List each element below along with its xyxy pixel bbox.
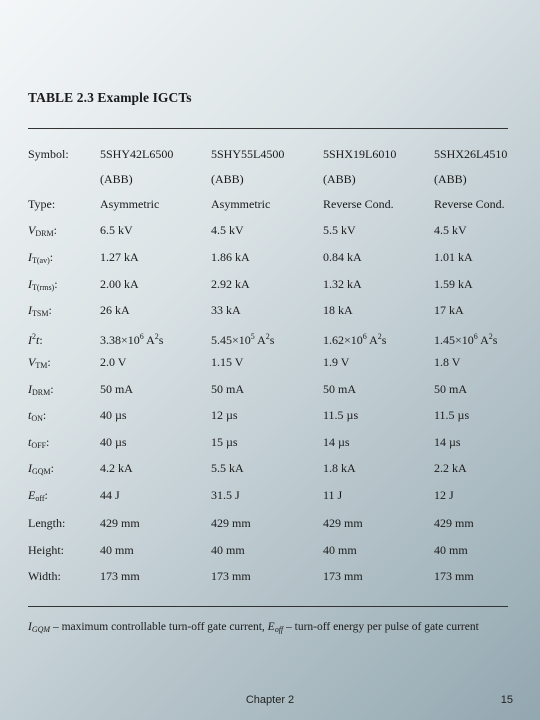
table-cell: 5.5 kA (211, 461, 244, 475)
table-cell: 5SHX19L6010 (323, 147, 397, 161)
cell-part-unit-sup: 2 (154, 332, 159, 341)
table-cell: 1.8 V (434, 355, 461, 369)
table-cell (211, 328, 274, 349)
cell-part-mant: 1.62×10 (323, 333, 363, 347)
table-row (0, 353, 540, 373)
table-cell: 4.5 kV (434, 223, 467, 237)
row-label-symbol: I (28, 333, 32, 347)
footnote-symbol-igqm-base: I (28, 621, 32, 633)
table-cell: 2.0 V (100, 355, 127, 369)
table-row (0, 433, 540, 453)
table-cell: 40 µs (100, 408, 127, 422)
table-row (0, 514, 540, 534)
row-label: Length: (28, 516, 66, 530)
row-label-symbol: V (28, 223, 36, 237)
cell-part-unit-tail: s (492, 333, 498, 347)
table-cell: 40 mm (323, 543, 357, 557)
table-cell (323, 328, 386, 349)
row-label-superscript: 2 (32, 332, 36, 341)
row-label-colon: : (39, 333, 43, 347)
table-cell: 2.92 kA (211, 277, 250, 291)
table-row (0, 221, 540, 241)
cell-part-unit-tail: s (158, 333, 164, 347)
footnote-symbol-eoff-base: E (267, 621, 275, 633)
table-cell: 4.5 kV (211, 223, 244, 237)
row-label (28, 301, 52, 323)
row-label-subscript: DRM (35, 229, 54, 238)
row-label (28, 328, 43, 349)
footer-chapter: Chapter 2 (245, 694, 295, 706)
row-label-symbol: t (28, 435, 32, 449)
cell-part-unit: A (254, 333, 266, 347)
row-label-colon: : (42, 408, 47, 422)
row-label-subscript: off (35, 494, 45, 503)
table-row (0, 567, 540, 587)
cell-part-mant: 3.38×10 (100, 333, 140, 347)
cell-part-unit-sup: 2 (377, 332, 382, 341)
row-label-colon: : (47, 355, 51, 369)
row-label (28, 221, 57, 243)
table-cell: 1.59 kA (434, 277, 473, 291)
table-cell: 11 J (323, 488, 343, 502)
table-cell: 173 mm (434, 569, 474, 583)
table-cell: 5SHY55L4500 (211, 147, 285, 161)
footnote-symbol-igqm-sub: GQM (31, 625, 51, 634)
row-label-symbol: I (28, 250, 32, 264)
table-cell: 1.27 kA (100, 250, 139, 264)
footnote-symbol-igqm (28, 621, 50, 633)
row-label (28, 248, 53, 270)
table-cell: 1.32 kA (323, 277, 362, 291)
row-label-symbol: I (28, 277, 32, 291)
table-row (0, 541, 540, 561)
table-cell: 11.5 µs (434, 408, 470, 422)
table-cell: 4.2 kA (100, 461, 133, 475)
table-cell: 14 µs (323, 435, 350, 449)
cell-part-exp: 6 (362, 332, 367, 341)
row-label-colon: : (49, 250, 54, 264)
row-label (28, 486, 48, 508)
row-label (28, 380, 54, 402)
table-cell: Reverse Cond. (434, 197, 505, 211)
table-cell: 40 µs (100, 435, 127, 449)
table-cell: 1.15 V (211, 355, 244, 369)
row-label-subscript: DRM (32, 388, 51, 397)
table-cell: 1.8 kA (323, 461, 356, 475)
row-label-subscript: T(av) (32, 256, 50, 265)
table-cell: 17 kA (434, 303, 464, 317)
table-row (0, 170, 540, 190)
cell-part-unit: A (477, 333, 489, 347)
table-row (0, 195, 540, 215)
row-label-colon: : (44, 488, 48, 502)
table-cell: (ABB) (323, 172, 356, 186)
table-cell (100, 328, 163, 349)
cell-part-unit-sup: 2 (265, 332, 270, 341)
row-label-symbol-2: t (36, 333, 40, 347)
row-label-symbol: I (28, 461, 32, 475)
row-label-colon: : (53, 223, 57, 237)
table-cell: 50 mA (100, 382, 133, 396)
table-cell: (ABB) (434, 172, 467, 186)
cell-part-mant: 1.45×10 (434, 333, 474, 347)
table-row (0, 459, 540, 479)
table-row (0, 486, 540, 506)
table-footnote (28, 621, 479, 634)
table-cell: 2.2 kA (434, 461, 467, 475)
table-cell: 1.01 kA (434, 250, 473, 264)
table-cell: 429 mm (323, 516, 363, 530)
table-row (0, 380, 540, 400)
row-label: Symbol: (28, 147, 69, 161)
row-label-subscript: T(rms) (32, 283, 55, 292)
table-cell: 40 mm (100, 543, 134, 557)
row-label-symbol: t (28, 408, 32, 422)
table-cell: 26 kA (100, 303, 130, 317)
table-cell: 5.5 kV (323, 223, 356, 237)
table-cell (434, 328, 497, 349)
table-cell: 40 mm (211, 543, 245, 557)
footnote-text-2: – turn-off energy per pulse of gate current (283, 621, 479, 633)
row-label (28, 459, 54, 481)
table-cell: 2.00 kA (100, 277, 139, 291)
table-cell: 40 mm (434, 543, 468, 557)
table-cell: Asymmetric (100, 197, 160, 211)
table-cell: Asymmetric (211, 197, 271, 211)
table-row (0, 145, 540, 165)
table-row (0, 275, 540, 295)
row-label (28, 433, 49, 455)
footnote-symbol-eoff-sub: off (274, 625, 284, 634)
row-label: Type: (28, 197, 56, 211)
row-label-symbol: I (28, 382, 32, 396)
row-label (28, 353, 51, 375)
cell-part-exp: 6 (139, 332, 144, 341)
table-cell: Reverse Cond. (323, 197, 394, 211)
table-cell: 173 mm (211, 569, 251, 583)
table-cell: 50 mA (211, 382, 244, 396)
table-cell: (ABB) (211, 172, 244, 186)
row-label-symbol: E (28, 488, 36, 502)
row-label-symbol: I (28, 303, 32, 317)
table-bottom-rule (28, 606, 508, 607)
row-label: Width: (28, 569, 61, 583)
table-cell: 50 mA (323, 382, 356, 396)
row-label-subscript: TSM (32, 309, 49, 318)
row-label-subscript: TM (35, 361, 48, 370)
table-cell: 5SHX26L4510 (434, 147, 508, 161)
table-row (0, 406, 540, 426)
table-cell: (ABB) (100, 172, 133, 186)
table-cell: 33 kA (211, 303, 241, 317)
table-cell: 1.9 V (323, 355, 350, 369)
row-label-colon: : (50, 461, 55, 475)
row-label-colon: : (50, 382, 54, 396)
table-cell: 12 µs (211, 408, 238, 422)
table-cell: 50 mA (434, 382, 467, 396)
cell-part-exp: 5 (250, 332, 255, 341)
row-label (28, 406, 46, 428)
table-cell: 5SHY42L6500 (100, 147, 174, 161)
table-cell: 173 mm (100, 569, 140, 583)
cell-part-unit: A (143, 333, 155, 347)
page-number: 15 (500, 694, 513, 706)
cell-part-unit: A (366, 333, 378, 347)
row-label-symbol: V (28, 355, 36, 369)
cell-part-unit-tail: s (269, 333, 275, 347)
table-cell: 44 J (100, 488, 120, 502)
table-cell: 12 J (434, 488, 454, 502)
row-label (28, 275, 58, 297)
row-label-colon: : (48, 303, 52, 317)
table-title: TABLE 2.3 Example IGCTs (28, 90, 192, 105)
table-cell: 429 mm (211, 516, 251, 530)
table-cell: 18 kA (323, 303, 353, 317)
cell-part-exp: 6 (473, 332, 478, 341)
table-top-rule (28, 128, 508, 129)
cell-part-mant: 5.45×10 (211, 333, 251, 347)
table-row (0, 248, 540, 268)
row-label-colon: : (46, 435, 50, 449)
table-cell: 6.5 kV (100, 223, 133, 237)
footnote-symbol-eoff (268, 621, 283, 633)
table-cell: 0.84 kA (323, 250, 362, 264)
row-label-colon: : (54, 277, 58, 291)
row-label-subscript: GQM (32, 467, 51, 476)
table-row (0, 301, 540, 321)
table-cell: 429 mm (434, 516, 474, 530)
row-label: Height: (28, 543, 64, 557)
row-label-subscript: ON (31, 414, 43, 423)
table-cell: 173 mm (323, 569, 363, 583)
cell-part-unit-sup: 2 (488, 332, 493, 341)
table-cell: 31.5 J (211, 488, 240, 502)
footnote-text-1: – maximum controllable turn-off gate current, (50, 621, 268, 633)
table-cell: 429 mm (100, 516, 140, 530)
cell-part-unit-tail: s (381, 333, 387, 347)
table-cell: 1.86 kA (211, 250, 250, 264)
table-row (0, 328, 540, 348)
table-cell: 14 µs (434, 435, 461, 449)
table-cell: 15 µs (211, 435, 238, 449)
row-label-subscript: OFF (31, 441, 47, 450)
table-cell: 11.5 µs (323, 408, 359, 422)
